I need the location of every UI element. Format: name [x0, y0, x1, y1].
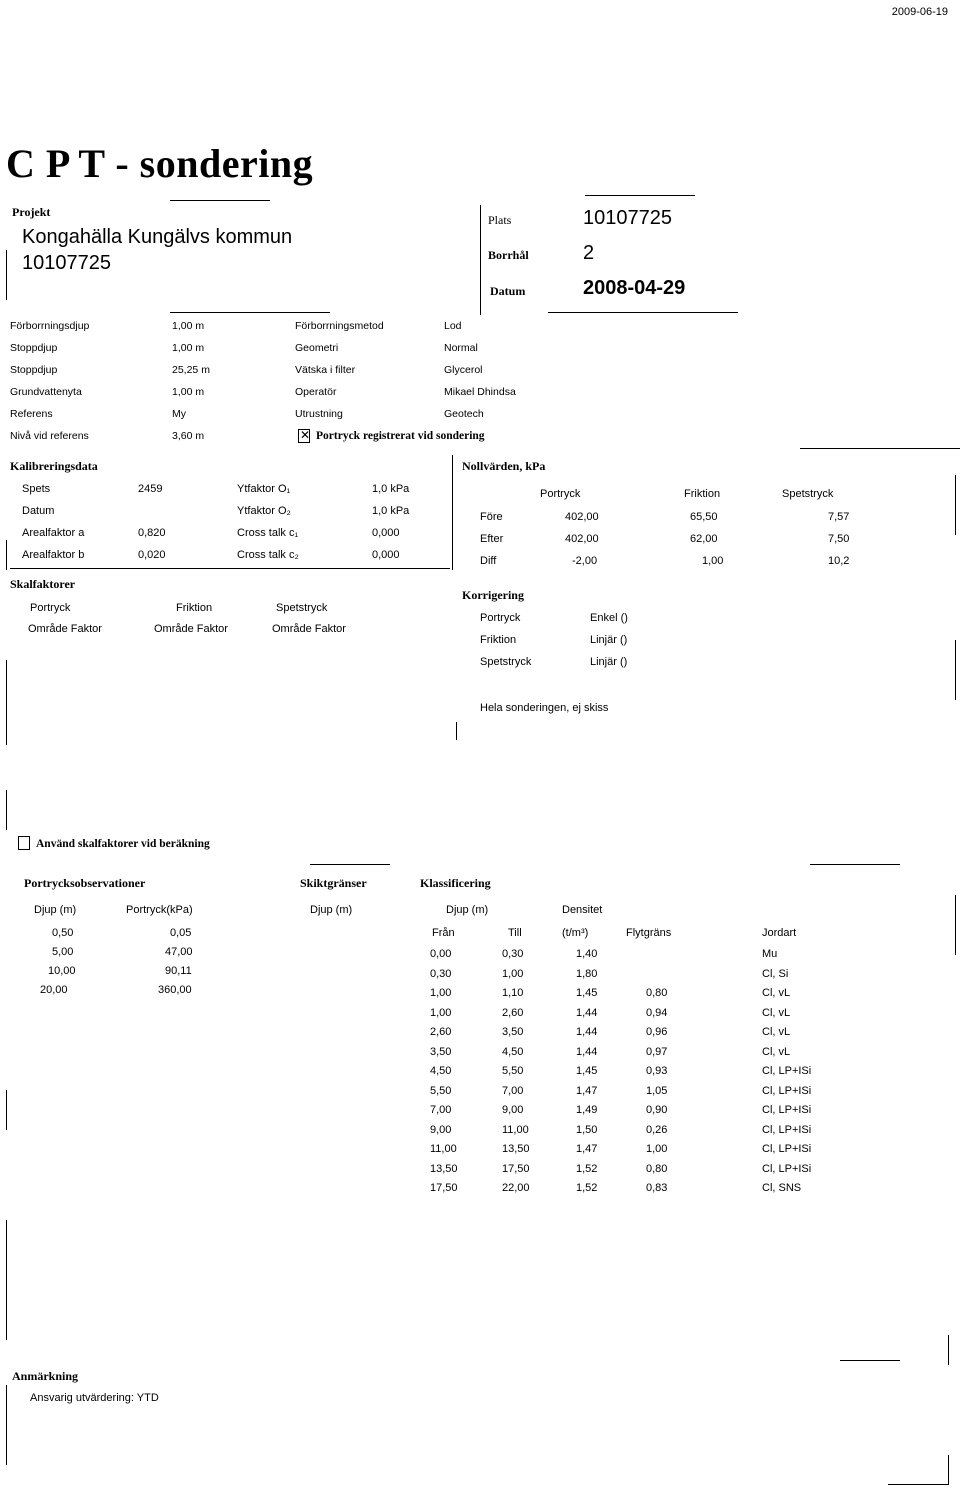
kal-value: 0,820: [138, 527, 166, 539]
klass-cell: 1,44: [576, 1026, 598, 1038]
klass-cell: 2,60: [502, 1006, 524, 1019]
skal-subheader: Område Faktor: [154, 623, 228, 635]
klass-cell: 1,47: [576, 1143, 598, 1155]
klass-cell: 1,40: [576, 948, 598, 960]
klass-cell: 1,00: [430, 1006, 452, 1019]
klass-cell: 5,50: [502, 1065, 524, 1077]
klass-cell: 5,50: [430, 1084, 452, 1097]
klass-subheader: Från: [432, 927, 455, 939]
klass-cell: 0,30: [430, 967, 452, 980]
info-value: Glycerol: [444, 364, 483, 376]
pobs-header: Portryck(kPa): [126, 904, 193, 916]
anvand-skal-label: Använd skalfaktorer vid beräkning: [36, 838, 210, 850]
left-border-mid: [6, 790, 7, 830]
info-value: My: [172, 408, 186, 420]
klass-subheader: Flytgräns: [626, 927, 672, 939]
kal-bottom-line: [10, 568, 450, 569]
klass-cell: 1,44: [576, 1006, 598, 1019]
skal-subheader: Område Faktor: [272, 623, 346, 635]
separator-6: [840, 1360, 900, 1361]
anmarkning-title: Anmärkning: [12, 1369, 79, 1383]
klass-cell: 3,50: [430, 1045, 452, 1058]
kal-border-left: [6, 540, 7, 570]
klass-cell: 11,00: [430, 1143, 457, 1155]
separator-5: [810, 864, 900, 865]
idbox-border: [480, 205, 481, 315]
noll-cell: 402,00: [565, 533, 599, 545]
korr-border-right: [955, 640, 956, 700]
noll-cell: 62,00: [690, 533, 718, 545]
project-border: [6, 250, 7, 300]
info-label: Stoppdjup: [10, 364, 58, 376]
klass-cell: 1,50: [576, 1123, 598, 1136]
info-label: Vätska i filter: [295, 364, 356, 376]
noll-cell: 65,50: [690, 511, 718, 523]
kal-value2: 1,0 kPa: [372, 505, 410, 517]
kal-label2: Cross talk c₂: [237, 549, 299, 561]
print-date: 2009-06-19: [891, 6, 948, 18]
pobs-header: Djup (m): [34, 904, 77, 916]
info-value: Lod: [444, 320, 462, 332]
klass-cell: 17,50: [430, 1182, 458, 1194]
korr-value: Linjär (): [590, 634, 628, 646]
klass-header: Djup (m): [446, 904, 489, 916]
klass-cell: 1,45: [576, 987, 598, 999]
klass-cell: 1,05: [646, 1084, 668, 1097]
noll-cell: 7,50: [828, 533, 850, 545]
project-label: Projekt: [12, 205, 51, 219]
klass-jordart: Cl, LP+ISi: [762, 1123, 812, 1136]
info-label: Geometri: [295, 342, 339, 354]
klass-cell: 0,93: [646, 1065, 668, 1077]
skalfaktorer-title: Skalfaktorer: [10, 577, 76, 591]
plats-label: Plats: [488, 213, 512, 227]
info-label: Förborrningsmetod: [295, 320, 384, 332]
klass-cell: 0,26: [646, 1123, 668, 1136]
klass-cell: 4,50: [502, 1045, 524, 1058]
klass-cell: 1,10: [502, 987, 524, 999]
separator-2: [548, 312, 738, 313]
skal-subheader: Område Faktor: [28, 623, 102, 635]
noll-border-right: [955, 475, 956, 535]
klass-cell: 1,44: [576, 1045, 598, 1058]
korr-border: [456, 722, 457, 740]
nollvarden-title: Nollvärden, kPa: [462, 459, 546, 473]
klass-cell: 11,00: [502, 1123, 529, 1136]
info-label: Stoppdjup: [10, 342, 58, 354]
noll-cell: 402,00: [565, 511, 599, 523]
left-border-lower: [6, 1220, 7, 1340]
pobs-depth: 0,50: [52, 927, 74, 939]
klass-cell: 0,80: [646, 987, 668, 999]
anm-border-left: [6, 1385, 7, 1465]
klass-cell: 0,00: [430, 948, 452, 960]
klass-cell: 1,52: [576, 1182, 598, 1194]
klass-jordart: Cl, vL: [762, 1006, 791, 1019]
klass-cell: 1,45: [576, 1065, 598, 1077]
klass-border-right: [955, 895, 956, 955]
pobs-depth: 5,00: [52, 946, 74, 958]
klass-jordart: Mu: [762, 948, 778, 960]
klass-header: Densitet: [562, 904, 603, 916]
info-label: Grundvattenyta: [10, 386, 82, 398]
klass-jordart: Cl, vL: [762, 1026, 791, 1038]
kal-label2: Ytfaktor O₂: [237, 505, 291, 517]
skikt-header: Djup (m): [310, 904, 353, 916]
separator-1: [170, 312, 330, 313]
title-underline: [170, 200, 270, 201]
noll-row-label: Efter: [480, 533, 504, 545]
klass-cell: 1,80: [576, 967, 598, 980]
klass-jordart: Cl, Si: [762, 967, 789, 980]
idbox-topline: [585, 195, 695, 196]
noll-cell: 10,2: [828, 555, 850, 567]
klass-cell: 1,52: [576, 1162, 598, 1175]
project-name: Kongahälla Kungälvs kommun: [22, 226, 293, 248]
kal-value2: 0,000: [372, 549, 400, 561]
poretryck-check-label: Portryck registrerat vid sondering: [316, 430, 485, 442]
klass-subheader: Till: [508, 927, 522, 939]
klass-jordart: Cl, LP+ISi: [762, 1143, 812, 1155]
anmarkning-text: Ansvarig utvärdering: YTD: [30, 1392, 159, 1404]
klass-cell: 13,50: [502, 1143, 530, 1155]
noll-header: Spetstryck: [782, 488, 834, 500]
skal-border-left: [6, 660, 7, 745]
klass-cell: 0,94: [646, 1006, 668, 1019]
left-border-low: [6, 1090, 7, 1130]
poretryck-checkbox[interactable]: [298, 429, 310, 443]
info-value: 1,00 m: [172, 386, 205, 398]
klass-subheader: Jordart: [762, 927, 797, 939]
klass-cell: 0,83: [646, 1182, 668, 1194]
klass-cell: 3,50: [502, 1026, 524, 1038]
skal-header: Friktion: [176, 602, 213, 614]
klass-jordart: Cl, vL: [762, 987, 791, 999]
noll-header: Friktion: [684, 488, 721, 500]
info-label: Nivå vid referens: [10, 430, 89, 442]
anm-border-right: [948, 1335, 949, 1365]
anvand-skal-checkbox[interactable]: [18, 836, 30, 850]
korr-value: Enkel (): [590, 612, 628, 624]
separator-4: [310, 864, 390, 865]
klass-cell: 1,00: [646, 1143, 668, 1155]
pobs-depth: 10,00: [48, 965, 76, 977]
korr-value: Linjär (): [590, 656, 628, 668]
document-title: C P T - sondering: [6, 141, 314, 186]
korr-label: Friktion: [480, 634, 517, 646]
borrhal-label: Borrhål: [488, 248, 529, 262]
klass-cell: 7,00: [430, 1104, 452, 1116]
pobs-pressure: 360,00: [158, 984, 192, 996]
korr-label: Spetstryck: [480, 656, 532, 668]
klass-cell: 0,90: [646, 1104, 668, 1116]
kal-value2: 1,0 kPa: [372, 483, 410, 495]
info-value: 3,60 m: [172, 430, 205, 442]
datum-value: 2008-04-29: [583, 277, 686, 299]
korr-label: Portryck: [480, 612, 521, 624]
klassificering-title: Klassificering: [420, 876, 491, 890]
klass-cell: 1,00: [502, 967, 524, 980]
pobs-pressure: 47,00: [165, 946, 193, 958]
info-label: Referens: [10, 408, 53, 420]
klass-jordart: Cl, LP+ISi: [762, 1065, 812, 1077]
info-value: 1,00 m: [172, 320, 205, 332]
kal-label2: Cross talk c₁: [237, 527, 299, 539]
project-number: 10107725: [22, 252, 111, 274]
info-value: Normal: [444, 342, 478, 354]
klass-cell: 0,80: [646, 1162, 668, 1175]
info-label: Utrustning: [295, 408, 343, 420]
kal-label2: Ytfaktor O₁: [237, 483, 291, 495]
skal-header: Portryck: [30, 602, 71, 614]
klass-subheader: (t/m³): [562, 927, 589, 939]
klass-cell: 9,00: [430, 1123, 452, 1136]
skal-header: Spetstryck: [276, 602, 328, 614]
info-label: Operatör: [295, 386, 337, 398]
klass-jordart: Cl, LP+ISi: [762, 1084, 812, 1097]
klass-cell: 0,97: [646, 1045, 668, 1058]
info-value: 1,00 m: [172, 342, 205, 354]
klass-cell: 22,00: [502, 1182, 530, 1194]
kal-label: Arealfaktor b: [22, 549, 85, 561]
kal-label: Arealfaktor a: [22, 527, 85, 539]
portryck-obs-title: Portrycksobservationer: [24, 876, 146, 890]
kal-border-right: [452, 455, 453, 570]
klass-cell: 2,60: [430, 1026, 452, 1038]
kal-label: Spets: [22, 483, 51, 495]
datum-label: Datum: [490, 284, 526, 298]
info-value: Geotech: [444, 408, 484, 420]
pobs-depth: 20,00: [40, 984, 68, 996]
klass-cell: 17,50: [502, 1162, 530, 1175]
separator-3: [800, 448, 960, 449]
noll-cell: 7,57: [828, 511, 850, 523]
klass-cell: 0,96: [646, 1026, 668, 1038]
klass-cell: 1,49: [576, 1104, 598, 1116]
klass-cell: 7,00: [502, 1084, 524, 1097]
klass-cell: 1,47: [576, 1084, 598, 1097]
anm-border-right-low: [948, 1455, 949, 1485]
klass-jordart: Cl, vL: [762, 1045, 791, 1058]
klass-cell: 9,00: [502, 1104, 524, 1116]
klass-cell: 0,30: [502, 948, 524, 960]
skiktgranser-title: Skiktgränser: [300, 876, 367, 890]
pobs-pressure: 0,05: [170, 927, 192, 939]
check-mark-icon: ✕: [300, 428, 311, 442]
info-value: Mikael Dhindsa: [444, 386, 516, 398]
noll-cell: -2,00: [572, 555, 598, 567]
klass-jordart: Cl, LP+ISi: [762, 1104, 812, 1116]
noll-header: Portryck: [540, 488, 581, 500]
separator-7: [888, 1484, 948, 1485]
noll-row-label: Före: [480, 511, 503, 523]
kal-value2: 0,000: [372, 527, 400, 539]
kalibrering-title: Kalibreringsdata: [10, 459, 98, 473]
noll-cell: 1,00: [702, 555, 724, 567]
klass-jordart: Cl, LP+ISi: [762, 1162, 812, 1175]
kal-value: 0,020: [138, 549, 166, 561]
klass-cell: 1,00: [430, 987, 452, 999]
klass-jordart: Cl, SNS: [762, 1182, 802, 1194]
borrhal-value: 2: [583, 242, 595, 264]
plats-value: 10107725: [583, 207, 672, 229]
klass-cell: 13,50: [430, 1162, 458, 1175]
kal-label: Datum: [22, 505, 55, 517]
kal-value: 2459: [138, 483, 163, 495]
info-label: Förborrningsdjup: [10, 320, 90, 332]
noll-row-label: Diff: [480, 555, 497, 567]
klass-cell: 4,50: [430, 1065, 452, 1077]
pobs-pressure: 90,11: [165, 965, 192, 977]
korrigering-title: Korrigering: [462, 588, 524, 602]
korr-note: Hela sonderingen, ej skiss: [480, 702, 609, 714]
info-value: 25,25 m: [172, 364, 210, 376]
